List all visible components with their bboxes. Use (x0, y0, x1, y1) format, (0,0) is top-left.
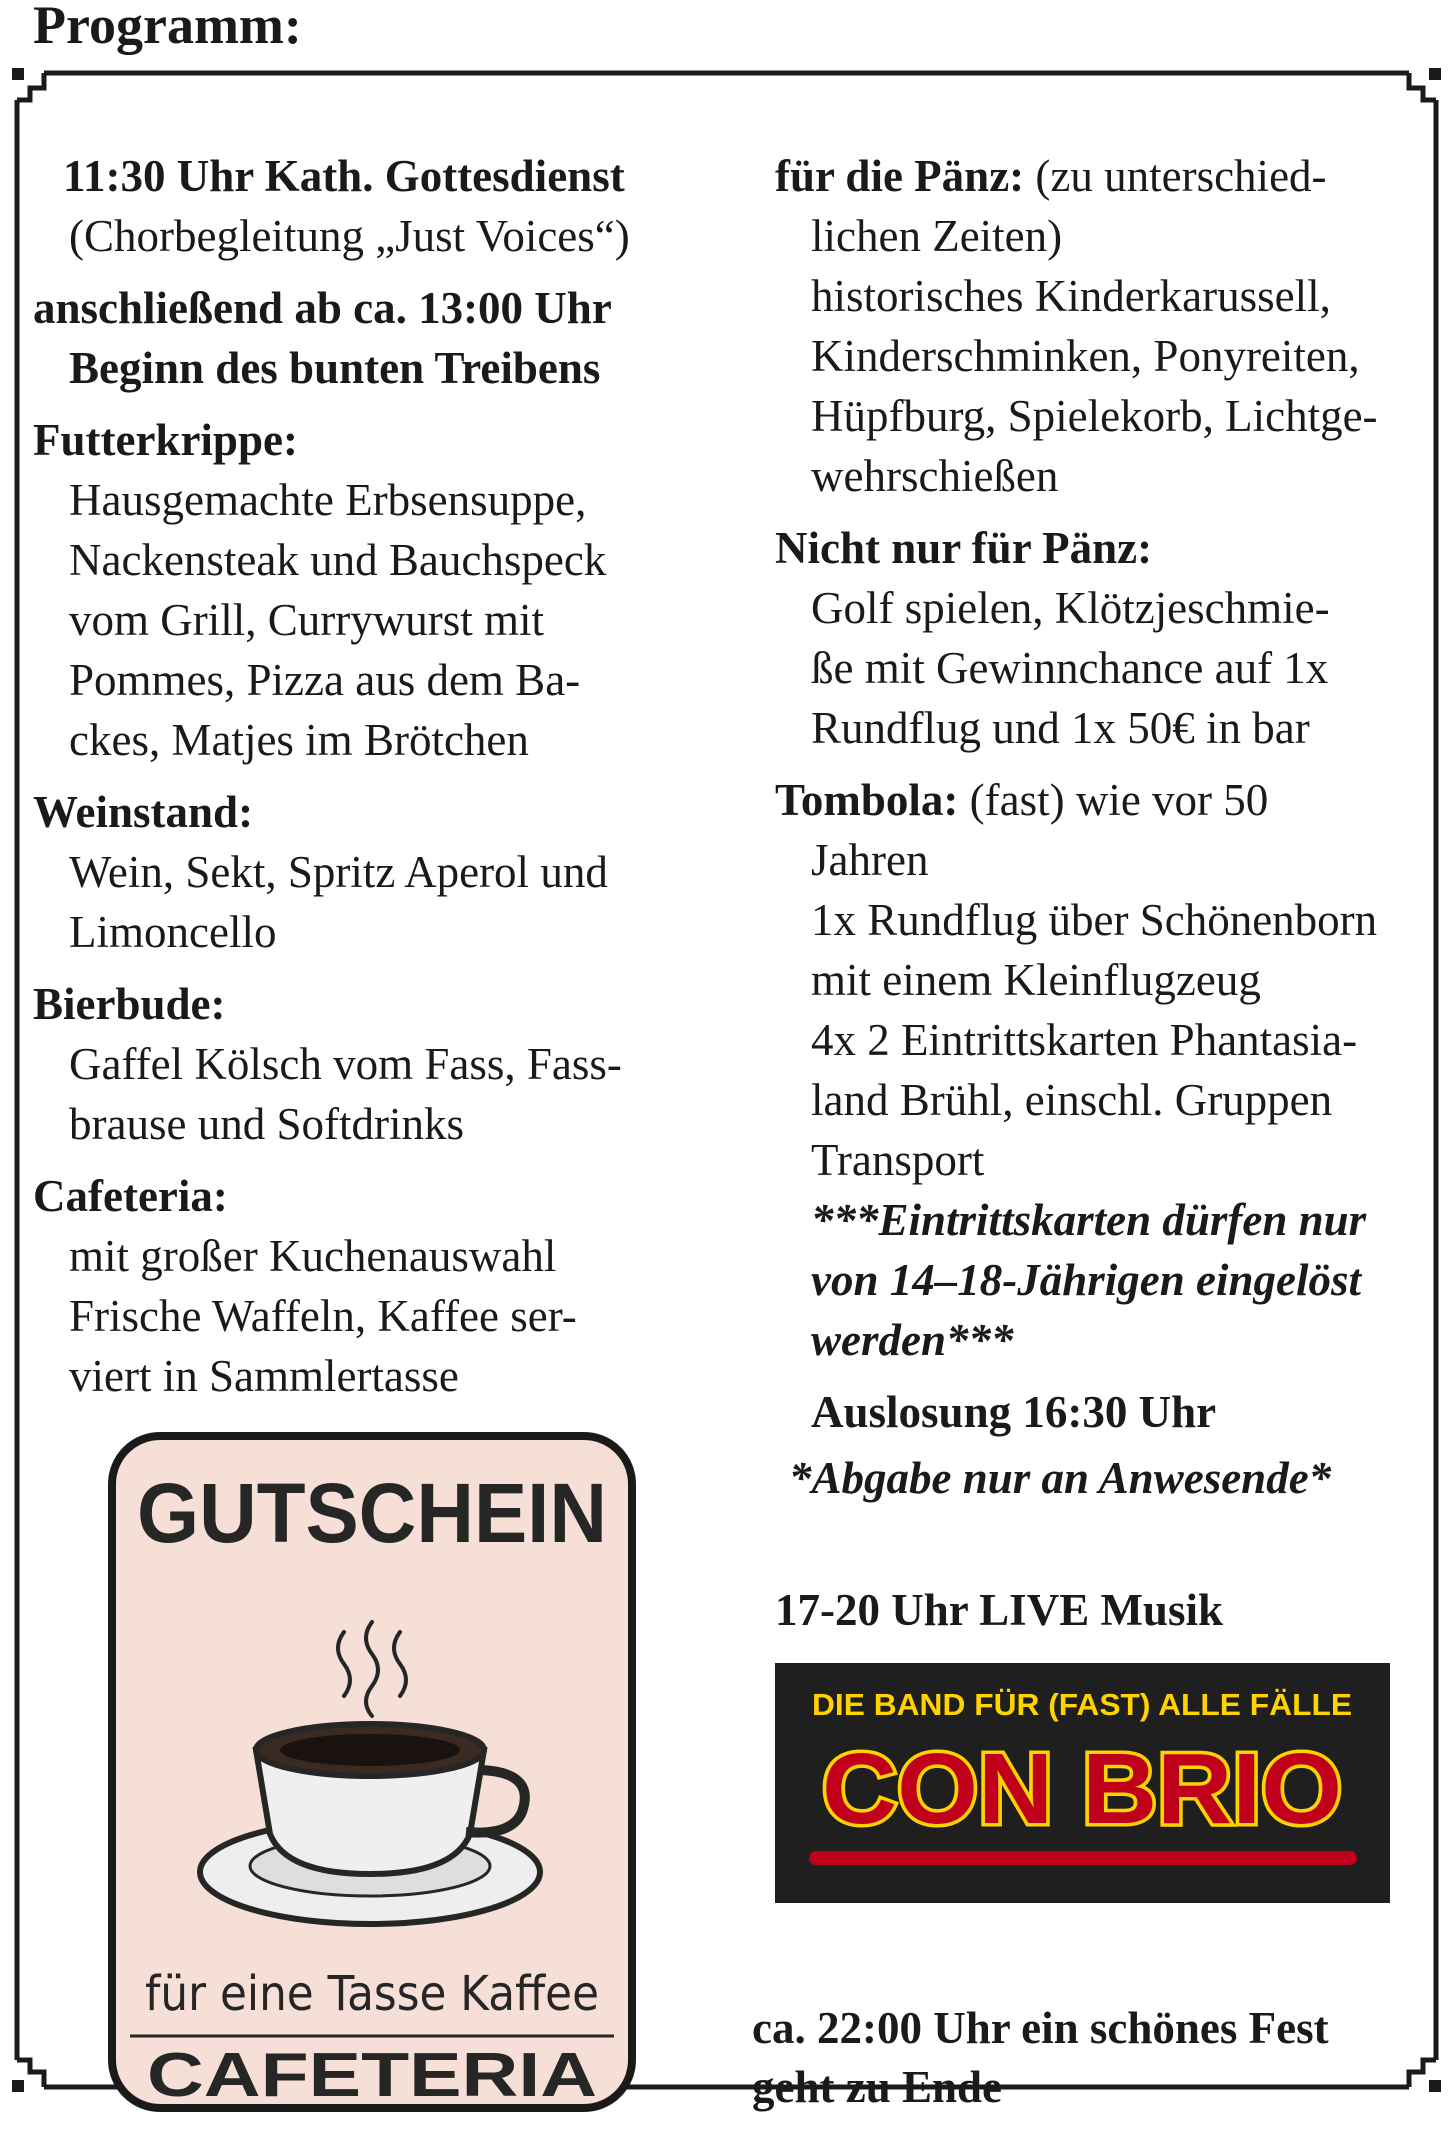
draw-time: Auslosung 16:30 Uhr (811, 1387, 1217, 1437)
tombola-heading (775, 770, 1445, 830)
notkids-line: Golf spielen, Klötzjeschmie- (811, 583, 1330, 633)
start-section (33, 278, 733, 398)
notkids-section (775, 518, 1445, 758)
cafe-line: Frische Waffeln, Kaffee ser- (69, 1291, 577, 1341)
draw-note: *Abgabe nur an Anwesende* (789, 1453, 1332, 1503)
wine-section (33, 782, 733, 962)
kids-line: historisches Kinderkarussell, (811, 271, 1331, 321)
food-line: Hausgemachte Erbsensuppe, (69, 475, 587, 525)
food-title: Futterkrippe: (33, 415, 298, 465)
start-line: anschließend ab ca. 13:00 Uhr (33, 283, 612, 333)
food-section (33, 410, 733, 770)
coffee-voucher (108, 1432, 636, 2112)
tombola-line: Jahren (811, 835, 929, 885)
mass-time: 11:30 Uhr Kath. Gottesdienst (63, 151, 625, 201)
tombola-title: Tombola: (775, 775, 959, 825)
kids-title-rest: (zu unterschied- (1024, 151, 1327, 201)
closing-line: ca. 22:00 Uhr ein schönes Fest (752, 2003, 1329, 2053)
closing-line: geht zu Ende (752, 2062, 1003, 2112)
tombola-line: 1x Rundflug über Schönenborn (811, 895, 1378, 945)
tombola-note: ***Eintrittskarten dürfen nur (811, 1195, 1367, 1245)
wine-line: Limoncello (69, 907, 277, 957)
program-right-column (775, 146, 1445, 1640)
mass-choir: (Chorbegleitung „Just Voices“) (69, 211, 630, 261)
notkids-line: ße mit Gewinnchance auf 1x (811, 643, 1329, 693)
start-line: Beginn des bunten Treibens (69, 343, 601, 393)
food-line: Pommes, Pizza aus dem Ba- (69, 655, 581, 705)
cafe-line: viert in Sammlertasse (69, 1351, 459, 1401)
band-tagline: DIE BAND FÜR (FAST) ALLE FÄLLE (812, 1687, 1352, 1722)
kids-section (775, 146, 1445, 506)
mass-section (33, 146, 733, 266)
kids-heading (775, 146, 1445, 206)
kids-line: lichen Zeiten) (811, 211, 1063, 261)
wine-line: Wein, Sekt, Spritz Aperol und (69, 847, 608, 897)
tombola-line: land Brühl, einschl. Gruppen (811, 1075, 1333, 1125)
food-line: ckes, Matjes im Brötchen (69, 715, 529, 765)
music-time: 17-20 Uhr LIVE Musik (775, 1585, 1224, 1635)
kids-line: Kinderschminken, Ponyreiten, (811, 331, 1360, 381)
notkids-title: Nicht nur für Pänz: (775, 523, 1153, 573)
closing-section (752, 1999, 1412, 2117)
cafe-line: mit großer Kuchenauswahl (69, 1231, 557, 1281)
beer-line: brause und Softdrinks (69, 1099, 464, 1149)
program-left-column (33, 146, 733, 1406)
page-title: Programm: (33, 0, 302, 55)
kids-line: Hüpfburg, Spielekorb, Lichtge- (811, 391, 1378, 441)
voucher-footer: CAFETERIA (147, 2041, 597, 2110)
band-underline (809, 1851, 1357, 1865)
tombola-line: Transport (811, 1135, 985, 1185)
kids-title: für die Pänz: (775, 151, 1025, 201)
voucher-subtitle: für eine Tasse Kaffee (145, 1966, 599, 2022)
beer-line: Gaffel Kölsch vom Fass, Fass- (69, 1039, 622, 1089)
beer-section (33, 974, 733, 1154)
band-banner (775, 1663, 1390, 1903)
tombola-note: von 14–18-Jährigen eingelöst (811, 1255, 1362, 1305)
tombola-title-rest: (fast) wie vor 50 (958, 775, 1269, 825)
kids-line: wehrschießen (811, 451, 1059, 501)
tombola-note: werden*** (811, 1315, 1014, 1365)
food-line: Nackensteak und Bauchspeck (69, 535, 607, 585)
tombola-line: mit einem Kleinflugzeug (811, 955, 1261, 1005)
voucher-title: GUTSCHEIN (137, 1466, 607, 1560)
wine-title: Weinstand: (33, 787, 254, 837)
tombola-line: 4x 2 Eintrittskarten Phantasia- (811, 1015, 1358, 1065)
cafe-section (33, 1166, 733, 1406)
beer-title: Bierbude: (33, 979, 226, 1029)
food-line: vom Grill, Currywurst mit (69, 595, 544, 645)
band-name: CON BRIO (822, 1733, 1342, 1845)
notkids-line: Rundflug und 1x 50€ in bar (811, 703, 1310, 753)
cafe-title: Cafeteria: (33, 1171, 228, 1221)
tombola-section (775, 770, 1445, 1370)
